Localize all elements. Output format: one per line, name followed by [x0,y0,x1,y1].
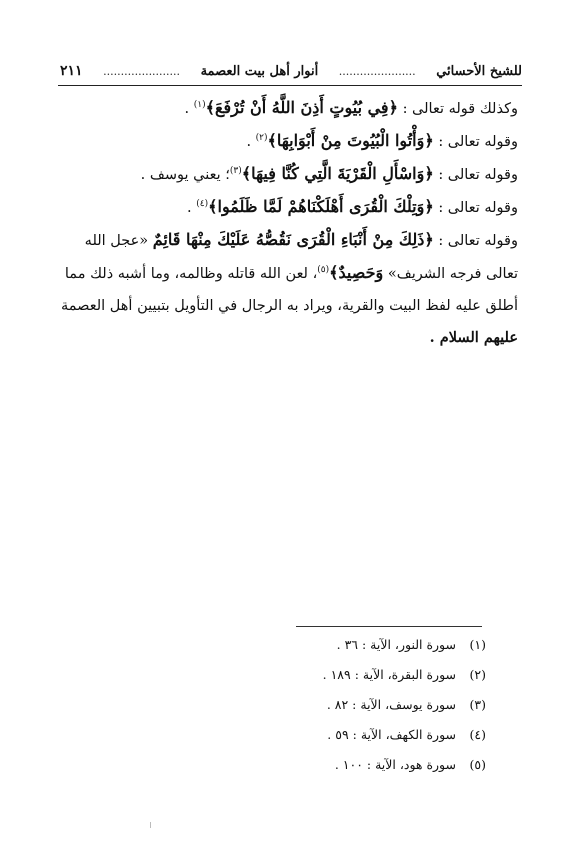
footnote [266,660,486,690]
footnote-separator [296,626,482,627]
quran-verse: ﴿فِي بُيُوتٍ أَذِنَ اللَّهُ أَنْ تُرْفَعَ﴾ [205,98,398,117]
quran-verse: ﴿وَاسْأَلِ الْقَرْيَةَ الَّتِي كُنَّا فِيهَا﴾ [241,164,434,183]
footnote [266,630,486,660]
footnote-text: سورة هود، الآية : ١٠٠ . [334,757,456,772]
text-line [52,257,518,290]
footnote-text: سورة يوسف، الآية : ٨٢ . [326,697,456,712]
running-header [60,60,522,82]
scan-speck [150,822,151,828]
line-suffix: ؛ يعني يوسف . [140,167,230,183]
footnote-number: (١) [469,637,486,652]
header-rule [58,85,522,86]
footnote-number: (٥) [469,757,486,772]
page-number: ٢١١ [60,63,83,79]
line-prefix: وقوله تعالى : [438,167,518,183]
header-dots-leader: ...................... [103,64,181,78]
text-line [52,125,518,158]
quran-verse: ﴿وَتِلْكَ الْقُرَى أَهْلَكْنَاهُمْ لَمَّا ظَلَمُوا﴾ [208,197,434,216]
line-suffix: . [184,101,190,117]
footnote-text: سورة النور، الآية : ٣٦ . [336,637,456,652]
footnote-text: سورة الكهف، الآية : ٥٩ . [327,727,456,742]
text-line: أطلق عليه لفظ البيت والقرية، ويراد به الرجال في التأويل بتبيين أهل العصمة [61,298,518,314]
footnote [266,750,486,780]
header-dots-leader: ...................... [338,64,416,78]
header-book-title: أنوار أهل بيت العصمة [200,63,319,79]
line-suffix: . [246,134,252,150]
line-prefix: تعالى فرجه الشريف» [387,266,518,282]
footnote-ref: (٢) [255,133,268,144]
main-text [52,92,518,354]
footnote-ref: (٥) [317,265,330,276]
line-suffix: ، لعن الله قاتله وظالمه، وما أشبه ذلك مما [64,266,318,282]
text-line [52,158,518,191]
text-line [52,92,518,125]
footnote-ref: (٤) [196,199,209,210]
footnote-number: (٤) [469,727,486,742]
text-line [52,224,518,257]
quran-verse: وَحَصِيدٌ﴾ [329,263,384,282]
quran-verse: ﴿ذَلِكَ مِنْ أَنْبَاءِ الْقُرَى نَقُصُّهُ عَلَيْكَ مِنْهَا قَائِمٌ [152,230,434,249]
footnote-ref: (٣) [229,166,242,177]
footnote [266,690,486,720]
line-prefix: وقوله تعالى : [438,200,518,216]
quran-verse: ﴿وَأْتُوا الْبُيُوتَ مِنْ أَبْوَابِهَا﴾ [267,131,434,150]
text-line: عليهم السلام . [429,329,518,346]
line-suffix: . [187,200,192,216]
line-prefix: وقوله تعالى : [438,233,518,249]
footnote-number: (٣) [469,697,486,712]
footnote [266,720,486,750]
line-prefix: وقوله تعالى : [438,134,518,150]
footnote-number: (٢) [469,667,486,682]
header-author: للشيخ الأحسائي [436,63,522,79]
line-suffix: «عجل الله [84,233,149,249]
text-line [52,191,518,224]
footnote-ref: (١) [193,100,206,111]
line-prefix: وكذلك قوله تعالى : [402,101,518,117]
footnote-text: سورة البقرة، الآية : ١٨٩ . [322,667,456,682]
footnotes [266,630,486,780]
